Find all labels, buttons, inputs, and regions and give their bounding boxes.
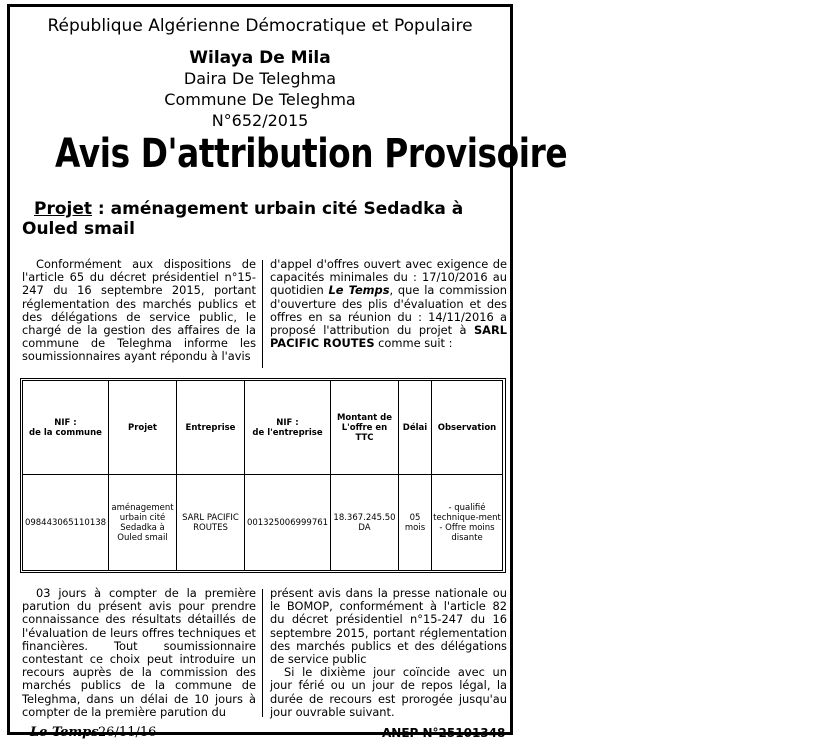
column-divider: [262, 260, 263, 368]
cell-nif-entreprise: 001325006999761: [245, 475, 331, 571]
cell-observation: - qualifié technique-ment - Offre moins disante: [432, 475, 503, 571]
closing-right-column: [270, 587, 507, 719]
winner-name: SARL PACIFIC ROUTES: [270, 323, 507, 351]
notice-title: Avis D'attribution Provisoire: [55, 131, 568, 177]
header-montant: Montant de L'offre en TTC: [331, 381, 399, 475]
project-label: Projet: [34, 199, 93, 219]
cell-delai: 05 mois: [399, 475, 432, 571]
table-row: [23, 475, 503, 571]
header-observation: Observation: [432, 381, 503, 475]
closing-left-column: 03 jours à compter de la première parution du présent avis pour prendre connaissance des résultats détaillés de l'évaluation de leurs offres techniques et financières. Tout soumissionnaire contestant ce choix peut introduire un recours auprès de la commission des marchés publics de la commune de Teleghma, dans un délai de 10 jours à compter de la première parution du: [22, 586, 256, 719]
commune-line: Commune De Teleghma: [164, 90, 356, 109]
notice-frame: [7, 4, 568, 740]
anep-number: ANEP N°25101348: [382, 726, 506, 740]
column-divider-bottom: [262, 589, 263, 717]
cell-montant: 18.367.245.50 DA: [331, 475, 399, 571]
le-temps-logo: Le Temps: [30, 725, 99, 740]
intro-right-text-2: , que la commission d'ouverture des plis d'évaluation et des offres en sa réunion du : 14/11/2016 a proposé l'attribution du projet à: [270, 283, 507, 338]
wilaya-line: Wilaya De Mila: [189, 48, 331, 68]
cell-nif-commune: 098443065110138: [23, 475, 109, 571]
notice-number: N°652/2015: [211, 111, 309, 130]
header-delai: Délai: [399, 381, 432, 475]
closing-right-p1: présent avis dans la presse nationale ou le BOMOP, conformément à l'article 82 du décret présidentiel n°15-247 du 16 septembre 2015, portant réglementation des marchés publics et des délégations de service public: [270, 586, 507, 667]
cell-projet: aménagement urbain cité Sedadka à Ouled smail: [109, 475, 177, 571]
intro-right-text-3: comme suit :: [374, 336, 453, 351]
header-entreprise: Entreprise: [177, 381, 245, 475]
daira-line: Daira De Teleghma: [183, 69, 337, 88]
attribution-table: [22, 380, 503, 571]
publication-date: 26/11/16: [98, 725, 157, 740]
project-heading: [22, 199, 507, 239]
footer-rule: [160, 733, 378, 735]
header-nif-entreprise: NIF : de l'entreprise: [245, 381, 331, 475]
intro-right-text-1: d'appel d'offres ouvert avec exigence de capacités minimales du : 17/10/2016 au quotidien: [270, 257, 507, 298]
cell-entreprise: SARL PACIFIC ROUTES: [177, 475, 245, 571]
newspaper-name: Le Temps: [328, 283, 390, 298]
closing-right-p2: Si le dixième jour coïncide avec un jour férié ou un jour de repos légal, la durée de recours est prorogée jusqu'au jour ouvrable suivant.: [270, 665, 507, 719]
table-header-row: [23, 381, 503, 475]
intro-left-column: Conformément aux dispositions de l'article 65 du décret présidentiel n°15-247 du 16 septembre 2015, portant réglementation des marchés publics et des délégations de service public, le chargé de la gestion des affaires de la commune de Teleghma informe les soumissionnaires ayant répondu à l'avis: [22, 257, 256, 364]
project-text: : aménagement urbain cité Sedadka à Ouled smail: [22, 199, 464, 239]
header-projet: Projet: [109, 381, 177, 475]
intro-right-column: [270, 258, 507, 350]
republic-heading: République Algérienne Démocratique et Populaire: [47, 16, 473, 36]
header-nif-commune: NIF : de la commune: [23, 381, 109, 475]
